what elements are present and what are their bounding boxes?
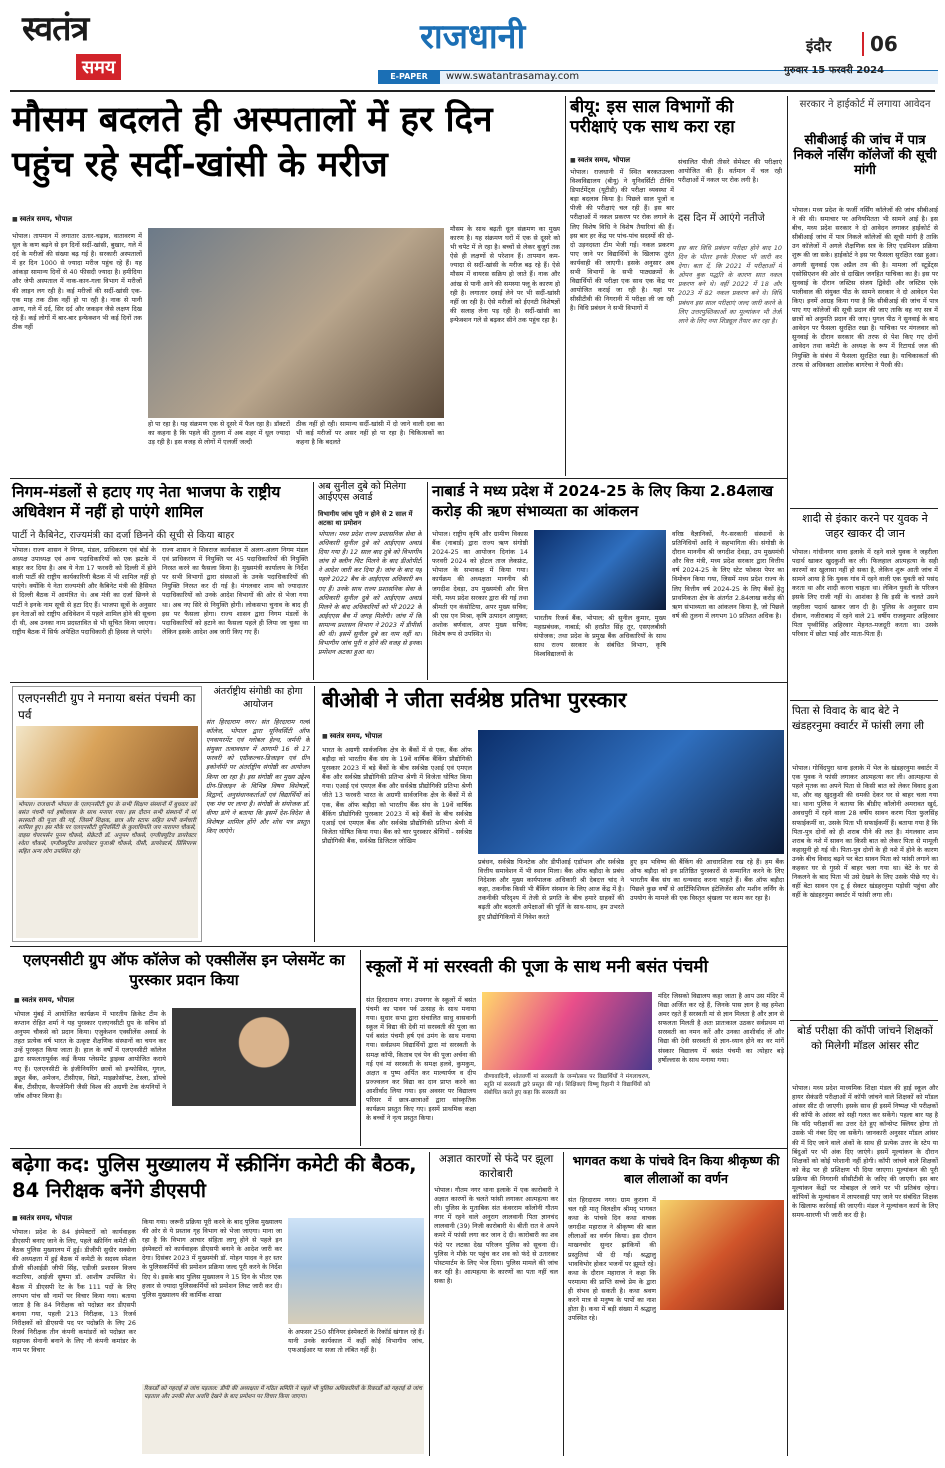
katha-headline[interactable]: भागवत कथा के पांचवे दिन किया श्रीकृष्ण की बाल लीलाओं का वर्णन bbox=[572, 1153, 780, 1186]
epaper-label: E-PAPER bbox=[378, 70, 440, 84]
lead-col4: मौसम के साथ बढ़ती धूल संक्रमण का मुख्य कारण है। यह संक्रमण घरों में एक से दूसरे को भी चपेट में ले रहा है। बच्चों से लेकर बुजुर्ग तक ऐसे ही लक्षणों से परेशान हैं। तापमान कम-ज्यादा से सर्दी-खांसी के मरीज बढ़ रहे हैं। ऐसे मौसम में वायरस सक्रिय हो जाते हैं। नाक और आंख से पानी आने की समस्या फ्लू के कारण हो रही है। लगातार दवाई लेने पर भी सर्दी-खांसी नहीं जा रही है। ऐसे मरीजों को ईएनटी विशेषज्ञों की सलाह लेना पड़ रही है। सर्दी-खांसी का इन्फेक्शन गले से बढ़कर सीने तक पहुंच रहा है। bbox=[450, 225, 560, 324]
bob-byline: ■ स्वतंत्र समय, भोपाल bbox=[322, 732, 382, 741]
police-headline[interactable]: बढ़ेगा कद: पुलिस मुख्यालय में स्क्रीनिंग कमेटी की बैठक, 84 निरीक्षक बनेंगे डीएसपी bbox=[12, 1153, 417, 1203]
bu-headline[interactable]: बीयू: इस साल विभागों की परीक्षाएं एक साथ करा रहा bbox=[570, 97, 735, 137]
nabard-col1: भोपाल। राष्ट्रीय कृषि और ग्रामीण विकास बैंक (नाबार्ड) द्वारा राज्य ऋण संगोष्ठी 2024-25 का आयोजन दिनांक 14 फरवरी 2024 को होटल ताज लेकफ्रंट, भोपाल के सभाकक्ष में किया गया। कार्यक्रम की अध्यक्षता माननीय श्री जगदीश देवड़ा, उप मुख्यमंत्री और वित्त मंत्री, मध्य प्रदेश सरकार द्वारा की गई तथा श्रीमती एन कंसोटिया, अपर मुख्य सचिव; श्री एस एन मिश्रा, कृषि उत्पादन आयुक्त; अशोक बर्णवाल, अपर मुख्य सचिव; विशेष रूप से उपस्थित थे। bbox=[432, 530, 528, 639]
bob-col1: भारत के अग्रणी सार्वजनिक क्षेत्र के बैंकों में से एक, बैंक ऑफ बड़ौदा को भारतीय बैंक संघ के 19वें वार्षिक बैंकिंग प्रौद्योगिकी पुरस्कार 2023 में बड़े बैंकों के बीच सर्वश्रेष्ठ एआई एवं एमएल बैंक और सर्वश्रेष्ठ प्रौद्योगिकी प्रतिभा श्रेणी में विजेता घोषित किया गया। एआई एवं एमएल बैंक और सर्वश्रेष्ठ प्रौद्योगिकी प्रतिभा श्रेणी जीते 13 फरवरी भारत के अग्रणी सार्वजनिक क्षेत्र के बैंकों में से एक, बैंक ऑफ बड़ौदा को भारतीय बैंक संघ के 19वें वार्षिक बैंकिंग प्रौद्योगिकी पुरस्कार 2023 में बड़े बैंकों के बीच सर्वश्रेष्ठ एआई एवं एमएल बैंक और सर्वश्रेष्ठ प्रौद्योगिकी प्रतिभा श्रेणी में विजेता घोषित किया गया। बैंक को चार पुरस्कार श्रेणियों - सर्वश्रेष्ठ प्रौद्योगिकी बैंक, सर्वश्रेष्ठ डिजिटल जोखिम bbox=[322, 746, 472, 845]
nursing-kicker: सरकार ने हाईकोर्ट में लगाया आवेदन bbox=[799, 99, 931, 110]
lead-byline: ■ स्वतंत्र समय, भोपाल bbox=[12, 215, 72, 224]
dispute-headline[interactable]: पिता से विवाद के बाद बेटे ने खंडहरनुमा क्वार्टर में फांसी लगा ली bbox=[792, 705, 924, 732]
dispute-text: भोपाल। गोविंदपुरा थाना इलाके में भेल के खंडहरनुमा क्वार्टर में एक युवक ने फांसी लगाकर आत्महत्या कर ली। आत्महत्या से पहले मृतक का अपने पिता से किसी बात को लेकर विवाद हुआ था, और वह खुदकुशी की धमकी देकर घर से बाहर चला गया था। थाना पुलिस ने बताया कि बीडीए कॉलोनी अमरावत खुर्द, अवधपुरी में रहने वाला 28 वर्षीय सावन करण पिता फुलसिंह सफाईकर्मी था, उसके पिता भी सफाईकर्मी हैं। बताया गया है कि पिता-पुत्र दोनों को ही शराब पीने की लत है। मंगलवार शाम शराब के नशे में सावन का किसी बात को लेकर पिता से मामूली कहासुनी हो गई थी। पिता-पुत्र दोनों के ही नशे में होने के कारण उनके बीच विवाद बढ़ने पर बेटा सावन पिता को फांसी लगाने का कहकर घर से गुस्से में बाहर चला गया था। बेटे के घर से निकलने के बाद पिता भी उसे देखने के लिए उसके पीछे गए थे। वहीं बेटा सावन एन टू ई सेक्टर खंडहरनुमा पड़ोसी पहुंचा और वहीं के खंडहरनुमा क्वार्टर में फांसी लगा ली। bbox=[792, 764, 938, 900]
police-caption: रिकार्डों को गहराई से जांच पड़ताल: डीपी की अध्यक्षता में गठित समिति ने पहले भी पुलिस अधिकारियों के रिकार्डों को गहराई से जांच पड़ताल और उनकी सेवा अवधि देखने के बाद प्रमोशन पर विचार किया जाएगा। bbox=[142, 1384, 424, 1454]
lnct-award-text: भोपाल मुंबई में आयोजित कार्यक्रम में भारतीय क्रिकेट टीम के कप्तान रोहित शर्मा ने यह पुरस्कार एलएनसीटी ग्रुप के सचिव डॉ अनुपम चौकसे को प्रदान किया। एजुकेशन एक्सीलेंस अवार्ड के तहत प्रत्येक वर्ष भारत के उत्कृष्ट शैक्षणिक संस्थानों का चयन कर उन्हें पुरस्कृत किया जाता है। हाल के वर्षों में एलएनसीटी कॉलेज द्वारा सफलतापूर्वक कई कैंपस प्लेसमेंट ड्राइव्स आयोजित कराये गए हैं। एलएनसीटी के इंजीनियरिंग छात्रों को इन्फोसिस, गूगल, ड्यूश बैंक, अमेजन, टीसीएस, विप्रो, माइक्रोसॉफ्ट, टेस्ला, डॉयचे बैंक, टीसीएस, कैपजेमिनी जैसी विश्व की अग्रणी टेक कंपनियों ने जॉब ऑफर किया है। bbox=[14, 1010, 166, 1100]
bob-photo bbox=[478, 730, 784, 854]
katha-text: संत हिरदाराम नगर। ग्राम कुराना में चल रही मातृ विलक्षीय श्रीमद् भागवत कथा के पांचवे दिन कथा वाचक जगदीश महाराज ने श्रीकृष्ण की बाल लीलाओं का वर्णन किया। इस दौरान माखनचोर सुन्दर झांकियों की प्रस्तुतियां भी दी गईं। श्रद्धालु भावविभोर होकर भजनों पर झूमते रहे। कथा के दौरान महाराज ने कहा कि परमात्मा की प्राप्ति सच्चे प्रेम के द्वारा ही संभव हो सकती है। कथा श्रवण करने मात्र से मनुष्य के पापों का नाश होता है। कथा में बड़ी संख्या में श्रद्धालु उपस्थित रहे। bbox=[568, 1196, 656, 1323]
lnct-basant-headline[interactable]: एलएनसीटी ग्रुप ने मनाया बसंत पंचमी का पर्व bbox=[18, 691, 196, 722]
police-photo bbox=[288, 1218, 424, 1324]
lnct-award-headline[interactable]: एलएनसीटी ग्रुप ऑफ कॉलेज को एक्सीलेंस इन प्लेसमेंट का पुरस्कार प्रदान किया bbox=[23, 951, 345, 990]
lnct-basant-caption: भोपाल। राजधानी भोपाल के एलएनसीटी ग्रुप के सभी शिक्षण संस्थानों में बुधवार को बसंत पंचमी पर्व हर्षोल्लास के साथ मनाया गया। इस दौरान सभी संस्थानों में मां सरस्वती की पूजा की गई, जिसमें शिक्षक, छात्र और स्टाफ सहित सभी कर्मचारी शामिल हुए। इस मौके पर एलएनसीटी यूनिवर्सिटी के कुलाधिपति जय नारायण चौकसे, वाइस चेयरपर्सन पूनम चौकसे, सेक्रेटरी डॉ. अनुपम चौकसे, एग्जीक्यूटिव डायरेक्टर श्वेता चौकसे, एग्जीक्यूटिव डायरेक्टर पूजाश्री चौकसे, वीसी, डायरेक्टर्स, प्रिंसिपल्स सहित अन्य लोग उपस्थित रहे। bbox=[16, 800, 198, 938]
lnct-award-photo bbox=[172, 1008, 356, 1106]
ias-text: भोपाल। मध्य प्रदेश राज्य प्रशासनिक सेवा के अधिकारी सुनील दुबे को आईएएस अवार्ड दिया गया है। 12 साल बाद दुबे को विभागीय जांच से क्लीन चिट मिलने के बाद डीओपीटी ने आदेश जारी कर दिया है। जांच के बाद यह पहले 2022 बैच के आईएएस अधिकारी बन गए हैं। उनके साथ राज्य प्रशासनिक सेवा के अधिकारी सुनील दुबे को आईएएस अवार्ड मिलने के बाद अधिकारियों को भी 2022 के आईएएस बैच में जगह मिलेगी। जांच में कि सामान्य प्रशासन विभाग ने 2023 में डीपीसी की थी। इसमें सुनील दुबे का नाम नहीं था। विभागीय जांच पूरी न होने की वजह से इनका प्रमोशन अटका हुआ था। bbox=[318, 530, 422, 657]
police-col2: किया गया। जरूरी प्रक्रिया पूरी करने के बाद पुलिस मुख्यालय की ओर से ये प्रस्ताव गृह विभाग को भेजा जाएगा। माना जा रहा है कि विभाग आचार संहिता लागू होने से पहले इन इंस्पेक्टरों को कार्यवाहक डीएसपी बनाने के आदेश जारी कर देगा। दिसंबर 2023 में मुख्यमंत्री डॉ. मोहन यादव ने हर स्तर के पुलिसकर्मियों की प्रमोशन प्रक्रिया जल्द पूरी करने के निर्देश दिए थे। इसके बाद पुलिस मुख्यालय ने 15 दिन के भीतर एक हजार से ज्यादा पुलिसकर्मियों को प्रमोशन लिस्ट जारी कर दी। पुलिस मुख्यालय की कार्मिक शाखा bbox=[142, 1218, 282, 1299]
ias-kicker[interactable]: अब सुनील दुबे को मिलेगा आईएएस अवार्ड bbox=[318, 481, 406, 503]
nabard-headline[interactable]: नाबार्ड ने मध्य प्रदेश में 2024-25 के लिए किया 2.84लाख करोड़ की ऋण संभाव्यता का आंकलन bbox=[432, 482, 774, 520]
saraswati-headline[interactable]: स्कूलों में मां सरस्वती की पूजा के साथ मनी बसंत पंचमी bbox=[366, 957, 708, 977]
police-col3: के अफसर 250 सीनियर इंस्पेक्टरों के रिकॉर्ड खंगाल रहे हैं। यानी उनके कार्यकाल में कहीं कोई विभागीय जांच, एफआईआर या सजा तो लंबित नहीं है। bbox=[288, 1328, 424, 1355]
bu-sub-kicker: दस दिन में आएंगे नतीजे bbox=[678, 213, 765, 224]
seminar-headline[interactable]: अंतर्राष्ट्रीय संगोष्ठी का होगा आयोजन bbox=[213, 686, 303, 710]
nigam-headline[interactable]: निगम-मंडलों से हटाए गए नेता भाजपा के राष्ट्रीय अधिवेशन में नहीं हो पाएंगे शामिल bbox=[12, 483, 281, 522]
lead-col1: भोपाल। तापमान में लगातार उतार-चढ़ाव, वातावरण में धूल के कण बढ़ने से इन दिनों सर्दी-खांसी, बुखार, गले में दर्द के मरीजों की संख्या बढ़ गई है। सरकारी अस्पतालों में हर दिन 1000 से ज्यादा मरीज पहुंच रहे हैं। यह आंकड़ा सामान्य दिनों से 40 फीसदी ज्यादा है। हमीदिया और जेपी अस्पताल में नाक-कान-गला विभाग में मरीजों की लाइन लग रही है। कई मरीजों की सर्दी-खांसी एक-एक माह तक ठीक नहीं हो पा रही है। नाक से पानी आना, गले में दर्द, सिर दर्द और जकड़न जैसे लक्षण दिख रहे हैं। कई लोगों में बार-बार इन्फेक्शन भी कई दिनों तक ठीक नहीं bbox=[12, 232, 142, 331]
board-text: भोपाल। मध्य प्रदेश माध्यमिक शिक्षा मंडल की हाई स्कूल और हायर सेकंडरी परीक्षाओं में कॉपी जांचने वाले शिक्षकों को मॉडल आंसर सीट दी जाएगी। इसके साथ ही इसमें निष्पक्ष भी परीक्षकों की कॉपी के आंसर को सही गलत कर सकेंगे। पहला बार यह है कि यदि परीक्षार्थी का उत्तर देते हुए कॉन्सेप्ट क्लियर होगा तो उसके भी नंबर दिए जा सकेंगे। जानकारी अनुसार मॉडल आंसर की में दिए जाने वाले अंकों के साथ ही प्रत्येक उत्तर के स्टेप या बिंदुओं पर भी अंक दिए जाएंगे। इसमें मूल्यांकन के दौरान शिक्षकों को कोई परेशानी नहीं होगी। कॉपी जांचने वाले शिक्षकों को केंद्र पर ही प्रशिक्षण भी दिया जाएगा। मूल्यांकन की पूरी प्रक्रिया की निगरानी सीसीटीवी के जरिए की जाएगी। इस बार मूल्यांकन केंद्रों पर मोबाइल ले जाने पर भी प्रतिबंध रहेगा। कॉपियों के मूल्यांकन में लापरवाही पाए जाने पर संबंधित शिक्षक के खिलाफ कार्रवाई की जाएगी। मंडल ने मूल्यांकन कार्य के लिए समय-सारणी भी जारी कर दी है। bbox=[792, 1084, 938, 1220]
page-number: 06 bbox=[862, 32, 898, 56]
board-headline[interactable]: बोर्ड परीक्षा की कॉपी जांचने शिक्षकों को मिलेगी मॉडल आंसर सीट bbox=[797, 1025, 933, 1053]
seminar-text: संत हिरदाराम नगर। संत हिरदाराम गर्ल्स कॉलेज, भोपाल द्वारा यूनिवर्सिटी ऑफ एनवायरमेंट एवं ग्लोबल हेल्थ, जर्मनी के संयुक्त तत्वावधान में आगामी 16 से 17 फरवरी को एग्रीकल्चर-डिजाइन एवं ग्रीन इकोनॉमी पर अंतर्राष्ट्रीय संगोष्ठी का आयोजन किया जा रहा है। इस संगोष्ठी का मुख्य उद्देश्य ग्रीन-डिजाइन के विभिन्न विषय विशेषज्ञों, विद्वानों, अनुसंधानकर्ताओं एवं विद्यार्थियों को एक मंच पर लाना है। संगोष्ठी के संयोजक डॉ. वीणा डांगे ने बताया कि इसमें देश-विदेश के विशेषज्ञ शामिल होंगे और शोध पत्र प्रस्तुत किए जाएंगे। bbox=[206, 718, 310, 836]
ias-dek: विभागीय जांच पूरी न होने से 2 साल में अटका था प्रमोशन bbox=[318, 510, 413, 527]
bu-sub-text: इस बार विधि प्रबंधन परीक्षा होने बाद 10 दिन के भीतर इनके रिजल्ट भी जारी कर देगा। बता दें, कि 2021 में परीक्षाओं में ओपन बुक पद्धति के कारण सात नकल प्रकरण बने थे। वहीं 2022 में 18 और 2023 में 82 नकल प्रकरण बने थे। विधि प्रबंधन इस साल परीक्षाएं जल्द जारी करने के लिए उत्तरपुस्तिकाओं का मूल्यांकन भी तेजी लाने के लिए नया शिड्यूल तैयार कर रहा है। bbox=[678, 244, 782, 325]
nabard-photo bbox=[534, 530, 666, 610]
suicide-headline[interactable]: शादी से इंकार करने पर युवक ने जहर खाकर दी जान bbox=[802, 512, 928, 540]
nursing-headline[interactable]: सीबीआई की जांच में पात्र निकले नर्सिंग कॉलेजों की सूची मांगी bbox=[793, 133, 937, 178]
lead-col2: हो पा रहा है। यह संक्रमण एक से दूसरे में फैल रहा है। डॉक्टरों का कहना है कि पहले की तुलना में अब शहर में धूल ज्यादा उड़ रही है। इस वजह से लोगों में एलर्जी जल्दी bbox=[148, 420, 290, 447]
lead-headline[interactable]: मौसम बदलते ही अस्पतालों में हर दिन पहुंच रहे सर्दी-खांसी के मरीज bbox=[12, 100, 493, 185]
suicide-text: भोपाल। गांधीनगर थाना इलाके में रहने वाले युवक ने जहरीला पदार्थ खाकर खुदकुशी कर ली। फिलहाल आत्महत्या के सही कारणों का खुलासा नहीं हो सका है, लेकिन शुरू आती जांच में सामने आया है कि युवक गांव में रहने वाली एक युवती को पसंद करता था और शादी करना चाहता था। लेकिन युवती के परिजन इसके लिए राजी नहीं थे। आशंका है कि इसी के चलते उसने जहरीला पदार्थ खाकर जान दी है। पुलिस के अनुसार ग्राम दीवान, नजीराबाद में रहने वाले 21 वर्षीय राजकुमार अहिरवार पिता पृथ्वीसिंह अहिरवार मेहनत-मजदूरी करता था। उसके परिवार में छोटा भाई और माता-पिता हैं। bbox=[792, 548, 938, 638]
masthead bbox=[0, 0, 945, 90]
section-title: राजधानी bbox=[420, 17, 526, 57]
bu-col2: संचालित पीजी तीसरे सेमेस्टर की परीक्षाएं आयोजित की हैं। वर्तमान में चल रही परीक्षाओं में नकल पर रोक लगी है। bbox=[678, 158, 782, 185]
death-text: भोपाल। गौतम नगर थाना इलाके में एक कारोबारी ने अज्ञात कारणों के चलते फांसी लगाकर आत्महत्या कर ली। पुलिस के मुताबिक संत कंवरराम कॉलोनी गौतम नगर में रहने वाले अनुराग लालवानी पिता ज्ञानचंद लालवानी (39) निजी कारोबारी थे। बीती रात वे अपने कमरे में फांसी लगा कर जान दे दी। कारोबारी का शव फंदे पर लटका देख परिजन पुलिस को सूचना दी। पुलिस ने मौके पर पहुंच कर शव को फंदे से उतारकर पोस्टमार्टम के लिए भेज दिया। पुलिस मामले की जांच कर रही है। आत्महत्या के कारणों का पता नहीं चल सका है। bbox=[434, 1186, 558, 1285]
nabard-col3: वरिष्ठ वैज्ञानिकों, गैर-सरकारी संस्थानों के प्रतिनिधियों आदि ने सहभागिता की। संगोष्ठी के दौरान माननीय श्री जगदीश देवड़ा, उप मुख्यमंत्री और वित्त मंत्री, मध्य प्रदेश सरकार द्वारा वित्तीय वर्ष 2024-25 के लिए स्टेट फोकस पेपर का विमोचन किया गया, जिसमें मध्य प्रदेश राज्य के लिए वित्तीय वर्ष 2024-25 के लिए बैंकों हेतु प्राथमिकता क्षेत्र के अंतर्गत 2.84लाख करोड़ की ऋण संभाव्यता का आंकलन किया है, जो पिछले वर्ष की तुलना में लगभग 10 प्रतिशत अधिक है। bbox=[672, 530, 784, 620]
brand-top: स्वतंत्र bbox=[22, 9, 89, 49]
nigam-col2: राज्य शासन ने शिवराज कार्यकाल में अलग-अलग निगम मंडल एवं प्राधिकरण में नियुक्ति पर 45 पदाधिकारियों की नियुक्ति निरस्त करने का फैसला किया है। मुख्यमंत्री कार्यालय के निर्देश पर सभी विभागों द्वारा संस्थाओं के उनके पदाधिकारियों की नियुक्ति निरस्त कर दी गई है। मंगलवार शाम को ज्यादातर पदाधिकारियों को उनके आदेश विभागों की ओर से भेजा गया था। अब नए सिरे से नियुक्ति होगी। लोकसभा चुनाव के बाद ही इस पर फैसला होगा। राज्य शासन द्वारा निगम मंडलों के पदाधिकारियों को हटाने का फैसला पहले ही लिया जा चुका था लेकिन इसके आदेश अब जारी किए गए हैं। bbox=[162, 546, 308, 636]
lnct-award-byline: ■ स्वतंत्र समय, भोपाल bbox=[14, 996, 74, 1005]
lead-col3: ठीक नहीं हो रही। सामान्य सर्दी-खांसी में दो जाने वाली दवा का भी कई मरीजों पर असर नहीं हो पा रहा है। चिकित्सकों का कहना है कि बदलते bbox=[296, 420, 444, 447]
police-col1: भोपाल। प्रदेश के 84 इंस्पेक्टरों को कार्यवाहक डीएसपी बनाए जाने के लिए, पहले स्क्रीनिंग कमेटी की बैठक पुलिस मुख्यालय में हुई। डीजीपी सुधीर सक्सेना की अध्यक्षता में हुई बैठक में कमेटी के सदस्य स्पेशल डीजी सीआईडी जीपी सिंह, एडीजी प्रशासन विजय कटारिया, आईजी सुषमा डॉ. आशीष उपस्थित थे। बैठक में डीएसपी रेट के रैंक 111 पदों के लिए लगभग पांच सौ नामों पर विचार किया गया। बताया जाता है कि 84 निरीक्षक को पदोन्नत कर डीएसपी बनाया गया, पहली 213 निरीक्षक, 13 रिजर्व निरीक्षकों को डीएसपी पद पर पदोन्नति के लिए 26 रिजर्व निरीक्षक तीन कंपनी कमांडरों को पदोन्नत कर सहायक सेनानी बनाने के लिए नौ कंपनी कमांडर के नाम पर विचार bbox=[12, 1228, 136, 1355]
bob-col2: प्रबंधन, सर्वश्रेष्ठ फिनटेक और डीपीआई एडॉप्शन और सर्वश्रेष्ठ वित्तीय समावेशन में भी स्थान मिला। बैंक ऑफ बड़ौदा के प्रबंध निदेशक और मुख्य कार्यपालक अधिकारी श्री देबदत्त चांद ने कहा, तकनीक किसी भी बैंकिंग संस्थान के लिए आज केंद्र में है। तकनीकी परिदृश्य में तेजी से प्रगति के बीच हमारे ग्राहकों की बढ़ती और बदलती अपेक्षाओं की पूर्ति के साथ-साथ, हम उभरते हुए प्रौद्योगिकियों में निवेश करते bbox=[478, 858, 624, 921]
death-headline[interactable]: अज्ञात कारणों से फंदे पर झूला कारोबारी bbox=[438, 1153, 554, 1180]
police-byline: ■ स्वतंत्र समय, भोपाल bbox=[12, 1214, 72, 1223]
bu-col1: भोपाल। राजधानी में स्थित बरकतउल्ला विश्वविद्यालय (बीयू) ने यूनिवर्सिटी टीचिंग डिपार्टमेंट्स (यूटीडी) की परीक्षा व्यवस्था में बड़ा बदलाव किया है। पिछले साल पूजों व पीजी की परीक्षाएं चल रही हैं। इस बार परीक्षाओं में नकल प्रकरण पर रोक लगाने के लिए विशेष विधि ने विशेष तैयारियां की हैं। इस बार हर केंद्र पर पांच-पांच सदस्यों की दो-दो उड़नदस्ता टीम भेजी गई। नकल प्रकरण पाए जाने पर विद्यार्थियों के खिलाफ तुरंत कार्यवाही की जाएगी। इसके अनुसार अब सभी विभागों के सभी पाठ्यक्रमों के विद्यार्थियों की परीक्षा एक साथ एक केंद्र पर आयोजित कराई जा रही है। यहां पर सीसीटीवी की निगरानी में परीक्षा ली जा रही है। विधि प्रबंधन ने सभी विभागों में bbox=[570, 168, 674, 313]
bob-col3: हुए हम भविष्य की बैंकिंग की आधारशिला रख रहे हैं। हम बैंक ऑफ बड़ौदा को इन प्रतिष्ठित पुरस्कारों से सम्मानित करने के लिए भारतीय बैंक संघ का धन्यवाद करना चाहते हैं। बैंक ऑफ बड़ौदा पिछले कुछ वर्षों से आर्टिफिशियल इंटेलिजेंस और मशीन लर्निंग के उपयोग के मामले की एक विस्तृत श्रृंखला पर काम कर रहा है। bbox=[630, 858, 784, 903]
nigam-col1: भोपाल। राज्य शासन ने निगम, मंडल, प्राधिकरण एवं बोर्ड के अध्यक्ष उपाध्यक्ष एवं अन्य पदाधिकारियों को एक झटके में बाहर कर दिया है। अब ये नेता 17 फरवरी को दिल्ली में होने वाली पार्टी की राष्ट्रीय कार्यकारिणी बैठक में भी शामिल नहीं हो पाएंगे। क्योंकि ये नेता राज्यमंत्री और कैबिनेट मंत्री की हैसियत से दिल्ली बैठक में आमंत्रित थे। अब मंत्री का दर्जा छिनने से पार्टी ने इनके नाम सूची से हटा दिए हैं। भाजपा सूत्रों के अनुसार इन नेताओं को राष्ट्रीय अधिवेशन में पहले शामिल होने की सूचना दी थी, अब उनका नाम प्रदस्तावित से भी सूचित किया जाएगा। राष्ट्रीय बैठक में सिर्फ अपेक्षित पदाधिकारी ही हिस्सा ले पाएंगे। bbox=[12, 546, 156, 636]
issue-date: गुरुवार 15 फरवरी 2024 bbox=[784, 65, 885, 76]
bu-byline: ■ स्वतंत्र समय, भोपाल bbox=[570, 156, 630, 165]
saraswati-photo bbox=[482, 992, 652, 1070]
nursing-text: भोपाल। मध्य प्रदेश के फर्जी नर्सिंग कॉलेजों की जांच सीबीआई ने की थी। समाचार पर अनियमितता भी सामने आई है। इस बीच, मध्य प्रदेश सरकार ने दो आवेदन लगाकर हाईकोर्ट से सीबीआई जांच में पात्र निकले कॉलेजों की सूची मांगी है ताकि उन कॉलेजों में अगले शैक्षणिक सत्र के लिए एडमिशन प्रक्रिया शुरू की जा सके। हाईकोर्ट ने इस पर फैसला सुरक्षित रखा हुआ। अगली सुनवाई एक अप्रैल तय की है। मामला लॉ स्टूडेंट्स एसोसिएशन की ओर से दाखिल जनहित याचिका का है। इस पर सुनवाई के दौरान जस्टिस संजय द्विवेदी और जस्टिस एके पालीवाल की संयुक्त पीठ के सामने सरकार ने दो आवेदन पेश किए। इनमें आग्रह किया गया है कि सीबीआई की जांच में पात्र पाए गए कॉलेजों की सूची प्रदान की जाए ताकि वह नए सत्र में छात्रों को अनुमति प्रदान की जाए। युगल पीठ ने सुनवाई के बाद आवेदन पर फैसला सुरक्षित रखा है। याचिका पर मंगलवार को सुनवाई के दौरान सरकार की तरफ से पेश किए गए दोनों आवेदन तथा कमेटी के अध्यक्ष के रूप में रिटायर्ड जज की नियुक्ति के संबंध में फैसला सुरक्षित रखा है। याचिकाकर्ता की तरफ से अधिवक्ता आलोक बागरेचा ने पैरवी की। bbox=[792, 206, 938, 369]
lnct-basant-photo bbox=[16, 726, 198, 798]
bob-headline[interactable]: बीओबी ने जीता सर्वश्रेष्ठ प्रतिभा पुरस्कार bbox=[322, 688, 627, 712]
city-label: इंदौर bbox=[806, 37, 832, 55]
brand-bottom: समय bbox=[76, 54, 121, 80]
katha-photo bbox=[660, 1200, 784, 1310]
lead-photo bbox=[148, 228, 444, 418]
nigam-subhead: पार्टी ने कैबिनेट, राज्यमंत्री का दर्जा छिनने की सूची से किया बाहर bbox=[12, 528, 308, 544]
website-link[interactable]: www.swatantrasamay.com bbox=[446, 71, 580, 82]
saraswati-col2: मंदिर जिसको विद्यालय कहा जाता है आप उस मंदिर में विद्या अर्जित कर रहे हैं, जिनके पास ज्ञान है वह हमेशा अमर रहते हैं सरस्वती मां से ज्ञान मिलता है और ज्ञान से सफलता मिलती है अतः प्रातःकाल उठकर सर्वप्रथम मां सरस्वती का नमन करें और उनका आशीर्वाद लें और विद्या की देवी सरस्वती से ज्ञान-ध्यान होने का वर मांगें संस्कार विद्यालय में बसंत पंचमी का त्योहार बड़े हर्षोल्लास के साथ मनाया गया। bbox=[658, 992, 784, 1064]
saraswati-col1: संत हिरदाराम नगर। उपनगर के स्कूलों में बसंत पंचमी का पावन पर्व उत्साह के साथ मनाया गया। सुधार सभा द्वारा संचालित साधु वासवानी स्कूल में विद्या की देवी मां सरस्वती की पूजा का पर्व बसंत पंचमी हर्ष एवं उमंग के साथ मनाया गया। सर्वप्रथम विद्यार्थियों द्वारा मां सरस्वती के समक्ष कॉपी, किताब एवं पेन की पूजा अर्चना की गई एवं मां सरस्वती के समक्ष हलवे, कुमकुम, अक्षत व पुष्प अर्पित कर माल्यार्पण व दीप प्रज्ज्वलन कर विद्या का दान प्राप्त करने का आशीर्वाद लिया गया। इस अवसर पर विद्यालय परिसर में छात्र-छात्राओं द्वारा सांस्कृतिक कार्यक्रम प्रस्तुत किए गए। इसमें प्राथमिक कक्षा के बच्चों ने नृत्य प्रस्तुत किया। bbox=[366, 996, 476, 1123]
saraswati-caption: वीणावादिनी, श्वेतवर्णी मां सरस्वती के जन्मोत्सव पर विद्यार्थियों ने मंगलाचरण, स्तुति मां सरस्वती द्वारे प्रस्तुत की गई। शिक्षिकाएं विष्णु रिहानी ने विद्यार्थियों को संबोधित करते हुए कहा कि सरस्वती का bbox=[482, 1072, 652, 1144]
brand-logo[interactable] bbox=[22, 10, 132, 86]
nabard-col2: भारतीय रिजर्व बैंक, भोपाल; श्री सुनील कुमार, मुख्य महाप्रबंधक, नाबार्ड; श्री हरप्रीत सिंह तूर, एसएलबीसी संयोजक; तथा प्रदेश के प्रमुख बैंक अधिकारियों के साथ साथ राज्य सरकार के संबंधित विभाग, कृषि विश्वविद्यालयों के bbox=[534, 614, 666, 659]
